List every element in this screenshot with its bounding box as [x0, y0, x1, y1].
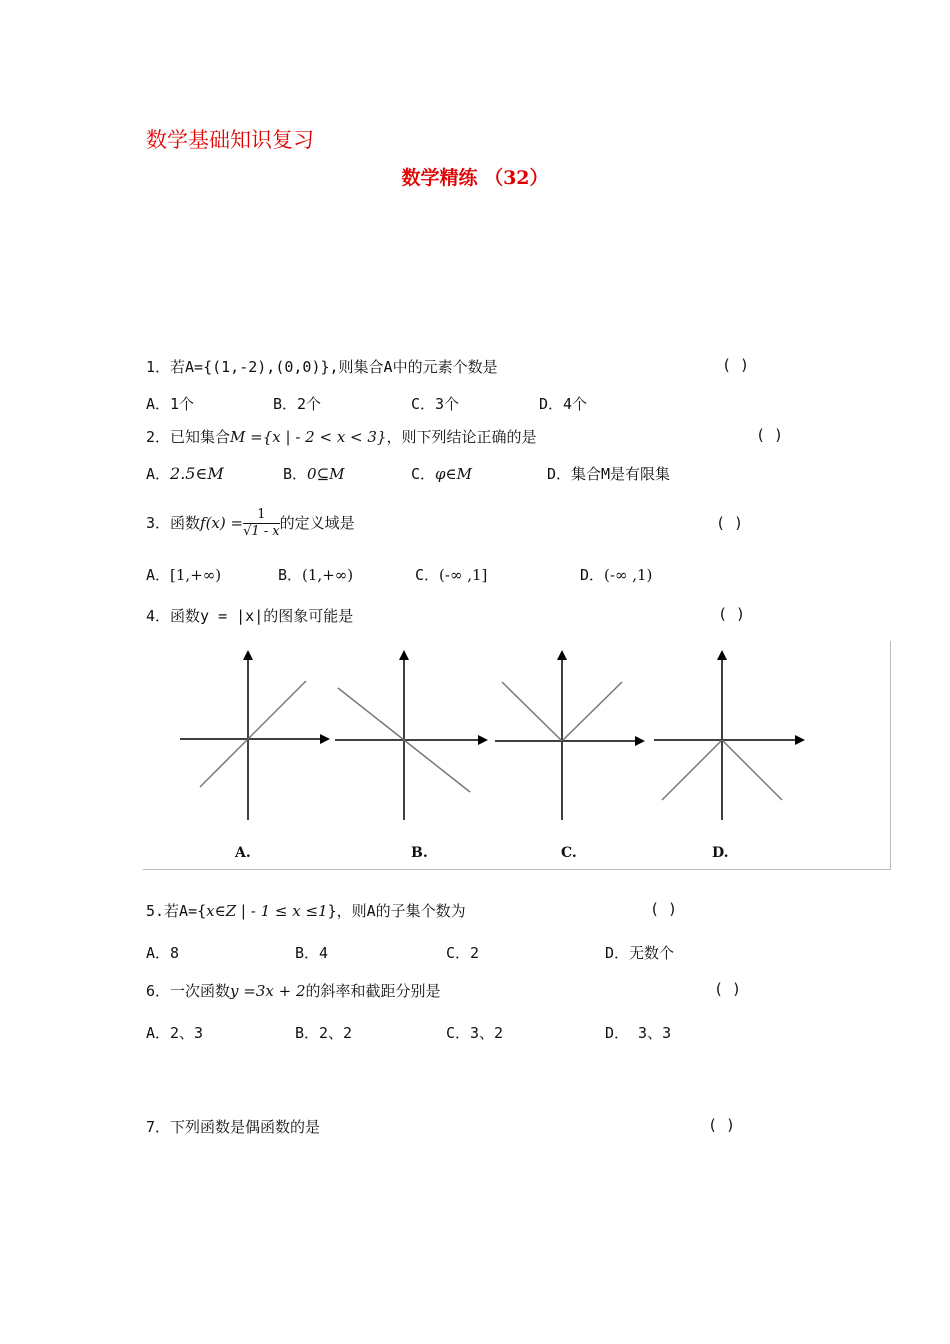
q3-option-d-text: (-∞ ,1)	[604, 566, 653, 584]
question-5-stem	[146, 900, 466, 921]
question-6-answer-blank: ( )	[714, 980, 742, 998]
q1-option-c: C．3个	[411, 395, 460, 413]
graph-c-right-line	[562, 682, 622, 741]
question-5-answer-blank: ( )	[650, 900, 678, 918]
question-7-stem: 7．下列函数是偶函数的是	[146, 1118, 321, 1136]
question-4-answer-blank: ( )	[718, 605, 746, 623]
q5-option-c: C．2	[446, 944, 480, 962]
question-4-stem: 4．函数y = |x|的图象可能是	[146, 607, 354, 625]
q5-option-d: D．无数个	[605, 944, 675, 962]
q2-set-expression: M ={x | - 2 < x < 3}	[230, 428, 387, 446]
q2-stem-suffix: ，则下列结论正确的是	[386, 428, 537, 446]
q2-option-b-text: 0⊆M	[307, 465, 345, 483]
graph-a-line	[200, 681, 306, 787]
q5-option-a: A．8	[146, 944, 180, 962]
q1-option-d: D．4个	[539, 395, 588, 413]
q3-numerator: 1	[243, 507, 280, 524]
q2-option-c-label: C．	[411, 465, 436, 483]
q5-stem-prefix: 5.若A={	[146, 902, 207, 920]
graph-b-label: B.	[411, 845, 428, 861]
doc-title: 数学精练 （32）	[401, 167, 549, 189]
q3-option-a-text: [1,+∞)	[170, 566, 222, 584]
question-2-answer-blank: ( )	[756, 426, 784, 444]
q2-option-d: D．集合M是有限集	[547, 465, 671, 483]
q2-option-a-text: 2.5∈M	[170, 464, 224, 483]
q3-function-name: f(x) =	[200, 514, 244, 532]
q2-option-a-label: A．	[146, 465, 171, 483]
q3-stem-prefix: 3．函数	[146, 514, 201, 532]
question-3-answer-blank: ( )	[716, 514, 744, 532]
q2-option-b-label: B．	[283, 465, 308, 483]
q3-option-c-label: C．	[415, 566, 440, 584]
q1-option-b: B．2个	[273, 395, 322, 413]
q6-stem-prefix: 6．一次函数	[146, 982, 231, 1000]
q5-option-b: B．4	[295, 944, 329, 962]
graph-c-label: C.	[561, 845, 577, 861]
question-1-answer-blank: ( )	[722, 356, 750, 374]
q3-option-a-label: A．	[146, 566, 171, 584]
q3-option-b-text: (1,+∞)	[302, 566, 354, 584]
q5-stem-suffix: }，则A的子集个数为	[327, 902, 466, 920]
graph-a	[180, 652, 328, 820]
q6-stem-suffix: 的斜率和截距分别是	[305, 982, 441, 1000]
q3-option-b-label: B．	[278, 566, 303, 584]
q6-option-d: D． 3、3	[605, 1024, 672, 1042]
q5-set-condition: x∈Z | - 1 ≤ x ≤1	[206, 902, 328, 920]
q3-option-d-label: D．	[580, 566, 605, 584]
q6-option-a: A．2、3	[146, 1024, 204, 1042]
doc-header: 数学基础知识复习	[146, 128, 314, 152]
question-6-stem	[146, 980, 441, 1001]
graph-c	[495, 652, 643, 820]
q6-option-c: C．3、2	[446, 1024, 504, 1042]
graph-d-label: D.	[712, 845, 729, 861]
q1-option-a: A．1个	[146, 395, 195, 413]
q6-function-expression: y =3x + 2	[230, 982, 306, 1000]
graph-a-label: A.	[235, 845, 251, 861]
q2-stem-prefix: 2．已知集合	[146, 428, 231, 446]
q3-denominator: √1 - x	[243, 524, 280, 539]
q2-option-c-text: φ∈M	[435, 465, 472, 483]
question-7-answer-blank: ( )	[708, 1116, 736, 1134]
graph-d-left-line	[662, 740, 722, 800]
q6-option-b: B．2、2	[295, 1024, 353, 1042]
q3-option-c-text: (-∞ ,1]	[439, 566, 488, 584]
graph-c-left-line	[502, 682, 562, 741]
graph-d-right-line	[722, 740, 782, 800]
question-1-stem: 1．若A={(1,-2),(0,0)},则集合A中的元素个数是	[146, 358, 498, 376]
graph-b	[335, 652, 486, 820]
q3-stem-suffix: 的定义域是	[279, 514, 355, 532]
graph-d	[654, 652, 803, 820]
